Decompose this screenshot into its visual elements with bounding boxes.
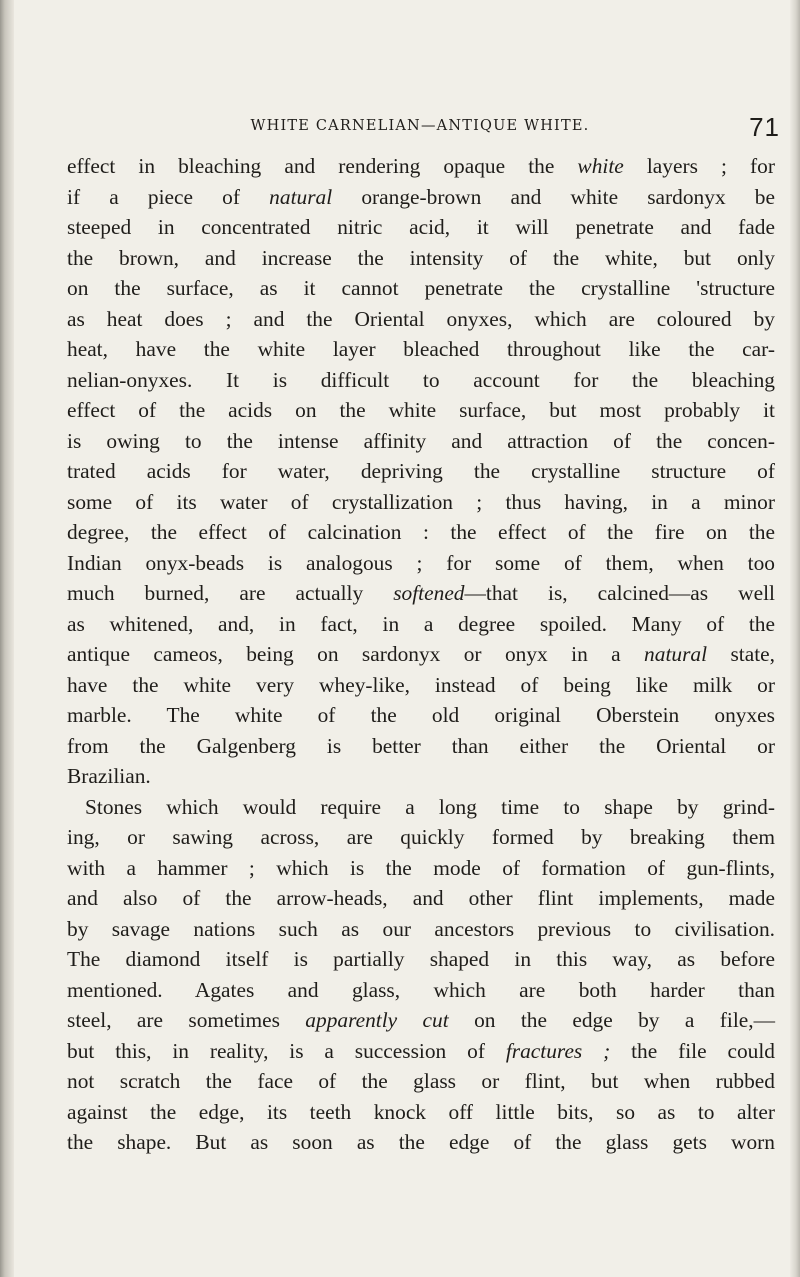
text-line <box>67 700 775 731</box>
text-segment: Indian onyx-beads is analogous ; for some of them, when too <box>67 550 775 575</box>
text-line <box>67 212 775 243</box>
text-line <box>67 151 775 182</box>
page-header <box>60 112 780 142</box>
text-segment: marble. The white of the old original Oberstein onyxes <box>67 703 775 727</box>
text-line <box>67 792 775 823</box>
text-segment: against the edge, its teeth knock off little bits, so as to alter <box>67 1099 775 1124</box>
text-segment: by savage nations such as our ancestors previous to civilisation. <box>67 916 775 941</box>
text-segment: layers ; for <box>623 154 775 178</box>
text-line <box>67 578 775 609</box>
text-segment: Brazilian. <box>67 764 151 788</box>
text-line <box>67 1127 775 1158</box>
text-segment: the file could <box>610 1038 776 1063</box>
text-segment: and also of the arrow-heads, and other flint implements, made <box>67 886 775 910</box>
text-segment: the shape. But as soon as the edge of the glass gets worn <box>67 1130 775 1154</box>
text-line <box>67 853 775 884</box>
text-segment: much burned, are actually <box>67 581 394 605</box>
text-segment: effect in bleaching and rendering opaque the <box>67 154 578 178</box>
italic-text: fractures ; <box>505 1038 611 1063</box>
body-text <box>67 151 775 1158</box>
text-line <box>67 456 775 487</box>
text-line <box>67 975 775 1006</box>
italic-text: natural <box>644 642 708 666</box>
text-segment: steeped in concentrated nitric acid, it will penetrate and fade <box>67 215 775 239</box>
text-line <box>67 304 775 335</box>
text-line <box>67 395 775 426</box>
text-line <box>67 426 775 457</box>
page-edge-shadow <box>790 0 800 1277</box>
text-line <box>67 883 775 914</box>
text-line <box>67 273 775 304</box>
page-binding-shadow <box>0 0 14 1277</box>
text-line <box>67 1066 775 1097</box>
italic-text: white <box>577 154 624 178</box>
text-segment: but this, in reality, is a succession of <box>67 1038 506 1063</box>
text-line <box>67 243 775 274</box>
text-line <box>67 517 775 548</box>
text-segment: on the surface, as it cannot penetrate the crystalline 'structure <box>67 276 775 300</box>
text-line <box>67 334 775 365</box>
text-line <box>67 1097 775 1128</box>
text-line <box>67 822 775 853</box>
text-segment: Stones which would require a long time to shape by grind- <box>85 794 775 819</box>
text-line <box>67 487 775 518</box>
text-line <box>67 639 775 670</box>
text-segment: the brown, and increase the intensity of the white, but only <box>67 245 775 270</box>
text-segment: nelian-onyxes. It is difficult to account for the bleaching <box>67 367 775 392</box>
text-line <box>67 731 775 762</box>
text-line <box>67 670 775 701</box>
text-line <box>67 548 775 579</box>
text-segment: some of its water of crystallization ; thus having, in a minor <box>67 489 775 514</box>
italic-text: natural <box>269 184 333 209</box>
text-segment: not scratch the face of the glass or flint, but when rubbed <box>67 1069 775 1093</box>
italic-text: softened <box>393 581 465 605</box>
text-line <box>67 365 775 396</box>
text-line <box>67 1036 775 1067</box>
text-segment: trated acids for water, depriving the crystalline structure of <box>67 459 775 483</box>
text-line <box>67 914 775 945</box>
text-segment: as heat does ; and the Oriental onyxes, which are coloured by <box>67 306 775 331</box>
page-number: 71 <box>749 112 780 142</box>
text-segment: is owing to the intense affinity and attraction of the concen- <box>67 428 775 453</box>
text-line <box>67 609 775 640</box>
italic-text: apparently cut <box>305 1008 449 1032</box>
text-line <box>67 761 775 792</box>
text-segment: orange-brown and white sardonyx be <box>332 184 776 209</box>
text-segment: antique cameos, being on sardonyx or onyx in a <box>67 642 645 666</box>
text-segment: if a piece of <box>67 184 270 209</box>
text-line <box>67 1005 775 1036</box>
text-line <box>67 944 775 975</box>
text-segment: mentioned. Agates and glass, which are both harder than <box>67 977 775 1002</box>
text-segment: —that is, calcined—as well <box>464 581 775 605</box>
text-segment: state, <box>707 642 775 666</box>
text-line <box>67 182 775 213</box>
text-segment: with a hammer ; which is the mode of formation of gun-flints, <box>67 855 775 880</box>
text-segment: from the Galgenberg is better than either the Oriental or <box>67 733 775 758</box>
text-segment: The diamond itself is partially shaped in this way, as before <box>67 947 775 971</box>
text-segment: have the white very whey-like, instead of being like milk or <box>67 672 775 697</box>
text-segment: on the edge by a file,— <box>448 1008 775 1032</box>
text-segment: degree, the effect of calcination : the effect of the fire on the <box>67 520 775 544</box>
text-segment: heat, have the white layer bleached throughout like the car- <box>67 337 775 361</box>
running-head: WHITE CARNELIAN—ANTIQUE WHITE. <box>250 118 590 134</box>
text-segment: as whitened, and, in fact, in a degree spoiled. Many of the <box>67 611 775 636</box>
text-segment: steel, are sometimes <box>67 1008 306 1032</box>
text-segment: ing, or sawing across, are quickly formed by breaking them <box>67 825 775 849</box>
text-segment: effect of the acids on the white surface, but most probably it <box>67 398 775 422</box>
